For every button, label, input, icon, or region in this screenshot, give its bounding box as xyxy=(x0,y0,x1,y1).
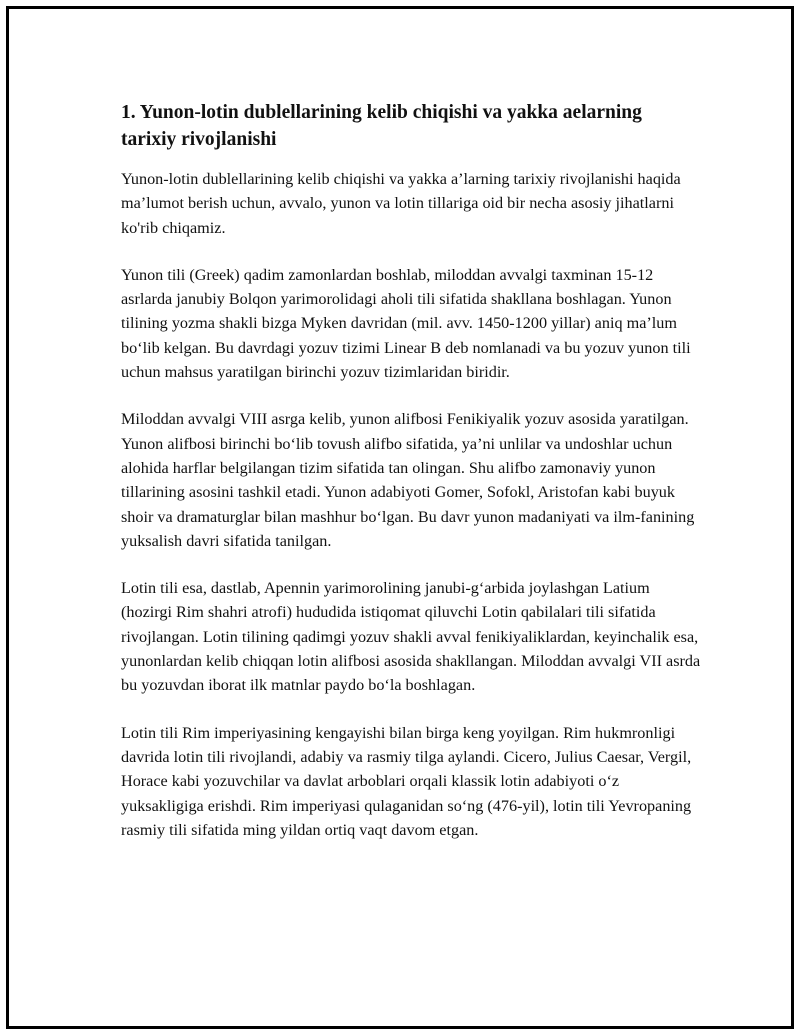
paragraph-latin-spread: Lotin tili Rim imperiyasining kengayishi bilan birga keng yoyilgan. Rim hukmronligi davrida lotin tili rivojlandi, adabiy va rasmiy tilga aylandi. Cicero, Julius Caesar, Vergil, Horace kabi yozuvchilar va davlat arboblari orqali klassik lotin adabiyoti o‘z yuksakligiga erishdi. Rim imperiyasi qulaganidan so‘ng (476-yil), lotin tili Yevropaning rasmiy tili sifatida ming yildan ortiq vaqt davom etgan. xyxy=(121,723,692,839)
document-body xyxy=(121,99,701,865)
section-heading: 1. Yunon-lotin dublellarining kelib chiqishi va yakka aelarning tarixiy rivojlanishi xyxy=(121,102,642,150)
paragraph-latin-origins: Lotin tili esa, dastlab, Apennin yarimorolining janubi-g‘arbida joylashgan Latium (hozirgi Rim shahri atrofi) hududida istiqomat qiluvchi Lotin qabilalari tili sifatida rivojlangan. Lotin tilining qadimgi yozuv shakli avval fenikiyaliklardan, keyinchalik esa, yunonlardan kelib chiqqan lotin alifbosi asosida shakllangan. Miloddan avvalgi VII asrda bu yozuvdan iborat ilk matnlar paydo bo‘la boshlagan. xyxy=(121,579,701,695)
paragraph-greek-alphabet: Miloddan avvalgi VIII asrga kelib, yunon alifbosi Fenikiyalik yozuv asosida yaratilgan. Yunon alifbosi birinchi bo‘lib tovush alifbo sifatida, ya’ni unlilar va undoshlar uchun alohida harflar belgilangan tizim sifatida tan olingan. Shu alifbo zamonaviy yunon tillarining asosini tashkil etadi. Yunon adabiyoti Gomer, Sofokl, Aristofan kabi buyuk shoir va dramaturglar bilan mashhur bo‘lgan. Bu davr yunon madaniyati va ilm-fanining yuksalish davri sifatida tanilgan. xyxy=(121,410,695,550)
paragraph-greek-origins: Yunon tili (Greek) qadim zamonlardan boshlab, miloddan avvalgi taxminan 15-12 asrlarda janubiy Bolqon yarimorolidagi aholi tili sifatida shakllana boshlagan. Yunon tilining yozma shakli bizga Myken davridan (mil. avv. 1450-1200 yillar) aniq ma’lum bo‘lib kelgan. Bu davrdagi yozuv tizimi Linear B deb nomlanadi va bu yozuv yunon tili uchun mahsus yaratilgan birinchi yozuv tizimlaridan biridir. xyxy=(121,265,691,382)
document-page xyxy=(6,6,794,1029)
paragraph-intro: Yunon-lotin dublellarining kelib chiqishi va yakka a’larning tarixiy rivojlanishi haqida ma’lumot berish uchun, avvalo, yunon va lotin tillariga oid bir necha asosiy jihatlarni ko'rib chiqamiz. xyxy=(121,170,681,237)
